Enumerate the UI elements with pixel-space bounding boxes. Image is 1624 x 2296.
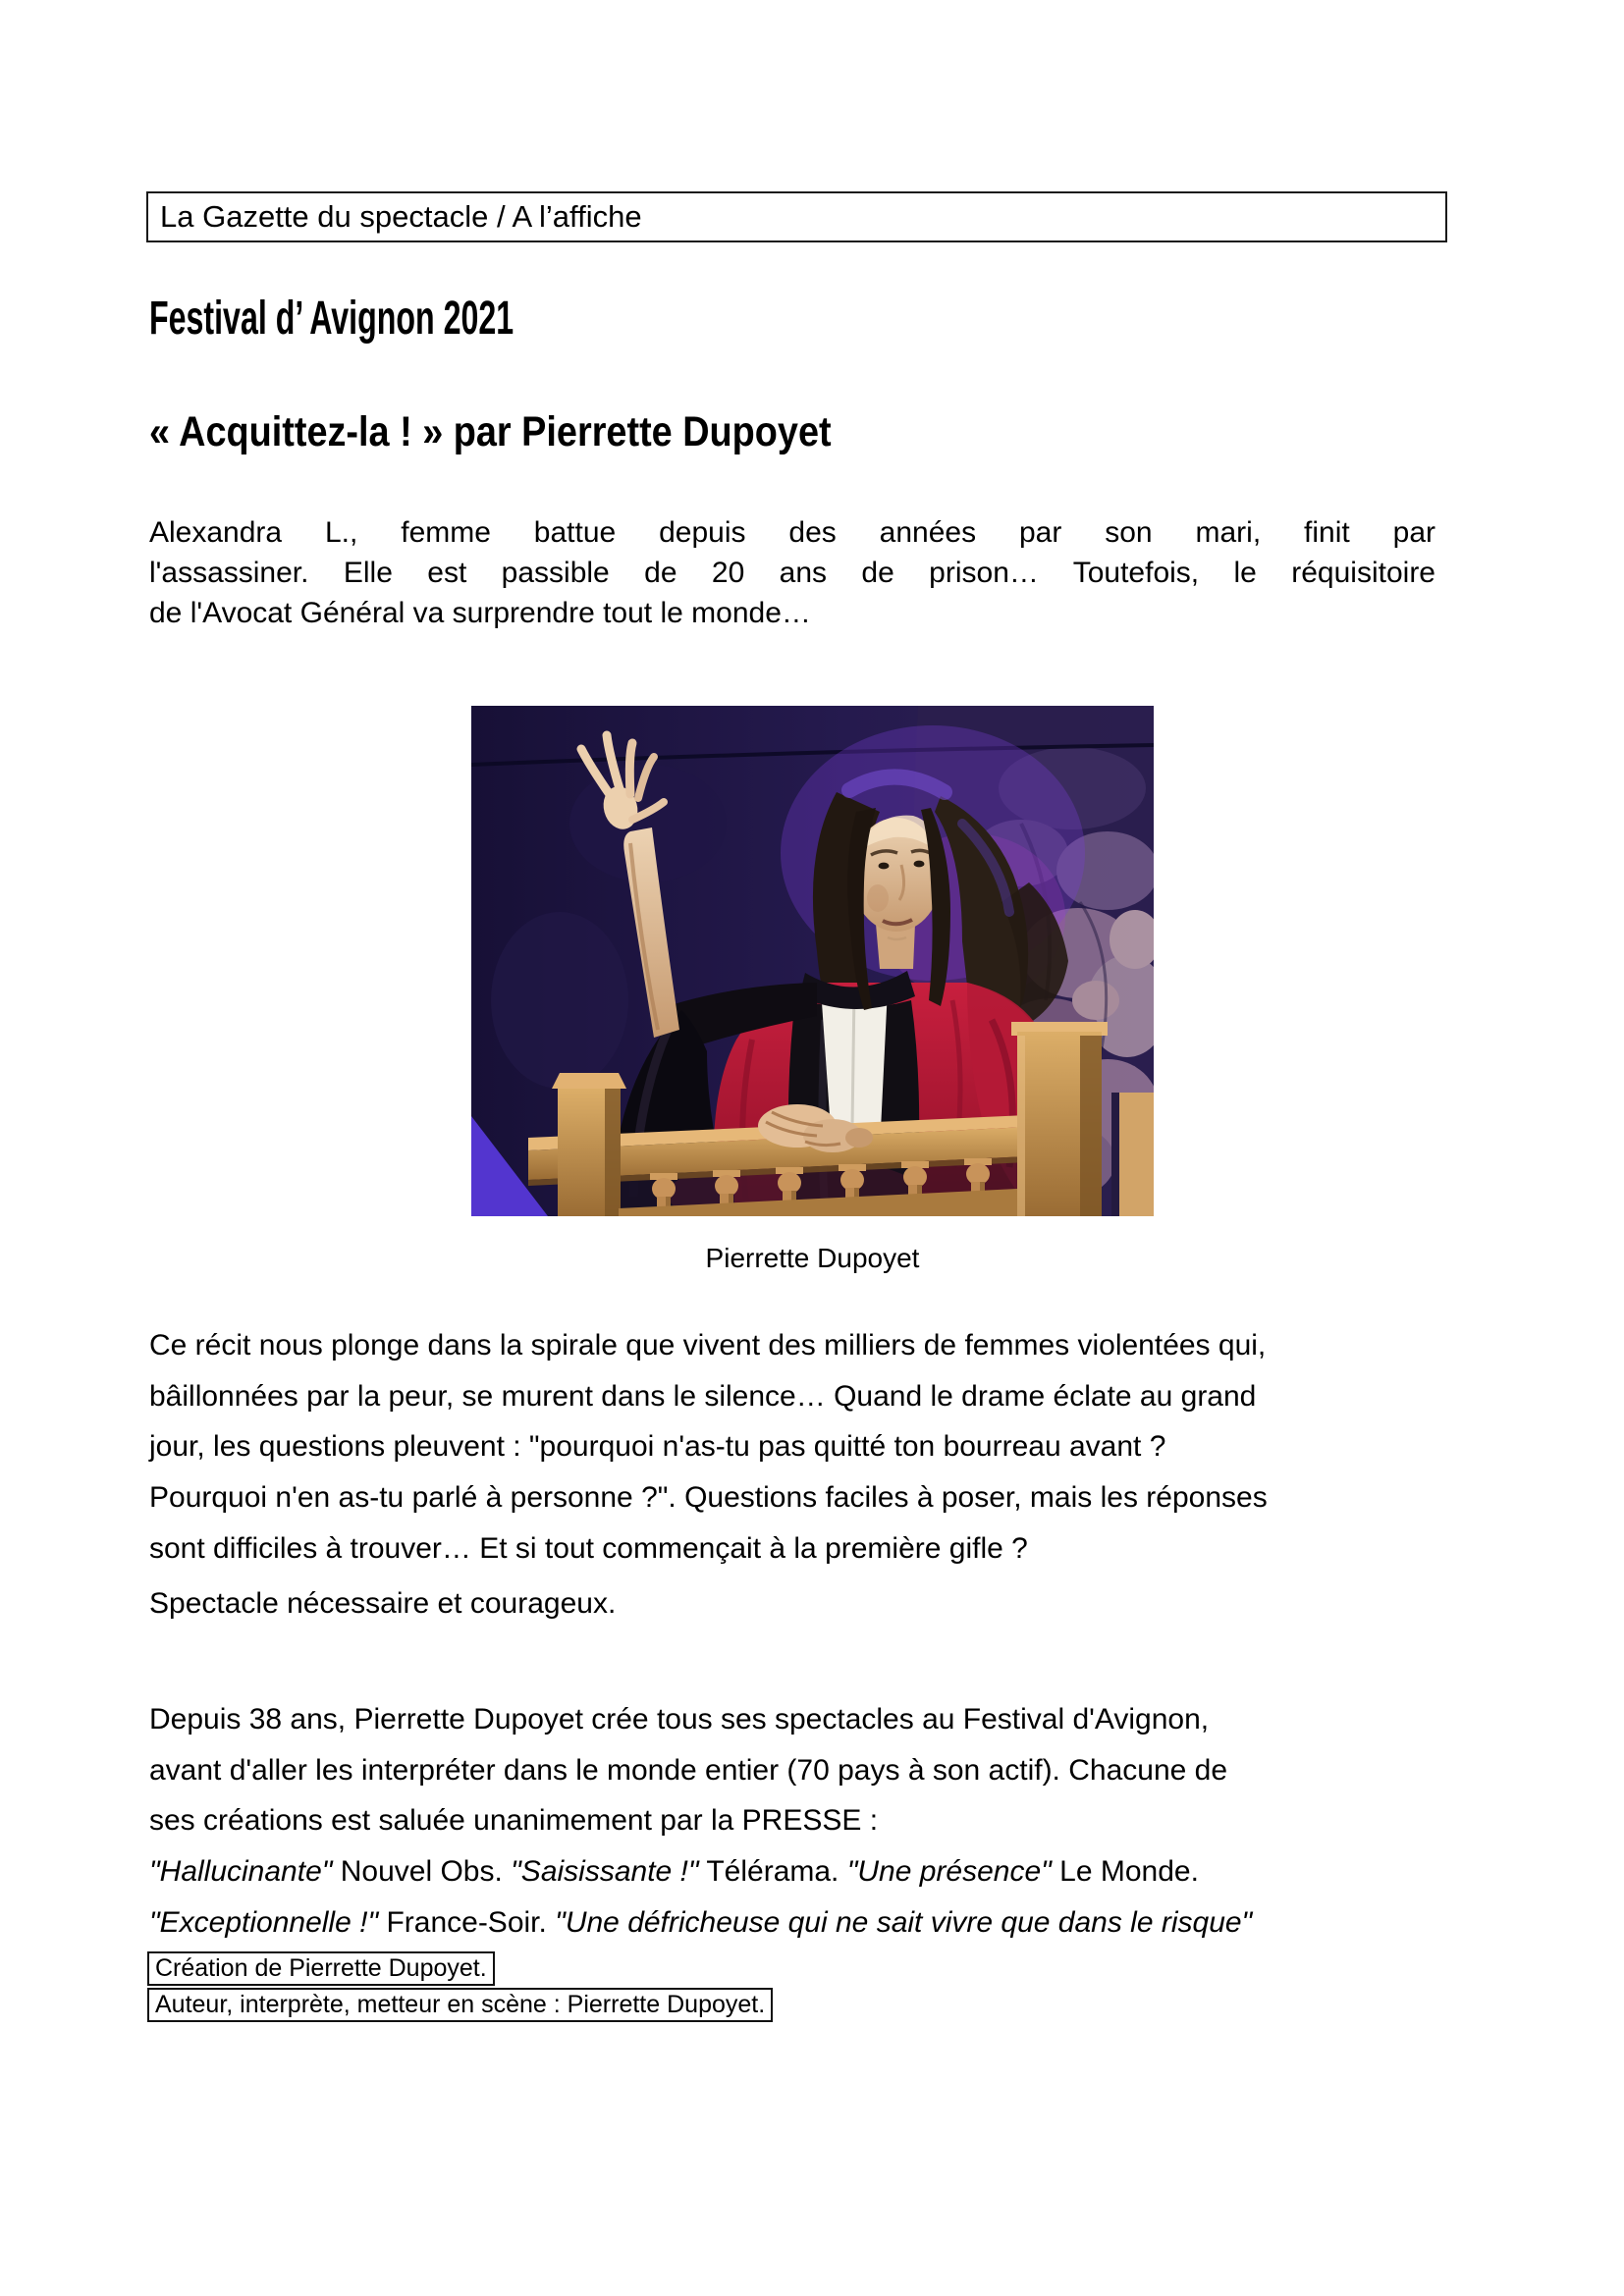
photo-caption: Pierrette Dupoyet [705, 1243, 920, 1273]
intro-line: l'assassiner. Elle est passible de 20 ans de prison… Toutefois, le réquisitoire [149, 557, 1435, 589]
story-line: jour, les questions pleuvent : "pourquoi n'as-tu pas quitté ton bourreau avant ? [149, 1430, 1166, 1464]
show-title: « Acquittez-la ! » par Pierrette Dupoyet [149, 408, 832, 455]
credit-box-author: Auteur, interprète, metteur en scène : Pierrette Dupoyet. [147, 1988, 773, 2022]
story-line: Pourquoi n'en as-tu parlé à personne ?". Questions faciles à poser, mais les réponses [149, 1481, 1268, 1515]
story-line: sont difficiles à trouver… Et si tout commençait à la première gifle ? [149, 1531, 1028, 1565]
performance-photo-illustration [471, 706, 1154, 1216]
story-line: bâillonnées par la peur, se murent dans le silence… Quand le drame éclate au grand [149, 1379, 1257, 1413]
press-quote: "Saisissante !" [511, 1855, 699, 1889]
press-quote: "Une défricheuse qui ne sait vivre que dans le risque" [555, 1905, 1253, 1939]
performance-photo [471, 706, 1154, 1216]
story-line: Ce récit nous plonge dans la spirale que vivent des milliers de femmes violentées qui, [149, 1329, 1267, 1362]
credit-box-creation: Création de Pierrette Dupoyet. [147, 1951, 495, 1986]
press-line: ses créations est saluée unanimement par la PRESSE : [149, 1804, 879, 1838]
press-quote: "Hallucinante" [149, 1855, 333, 1889]
intro-paragraph [149, 512, 1435, 633]
press-quote: "Une présence" [846, 1855, 1052, 1889]
press-paragraph [149, 1694, 1524, 1949]
press-quote-line [149, 1846, 1524, 1897]
credits-block [147, 1951, 773, 2024]
press-line: avant d'aller les interpréter dans le monde entier (70 pays à son actif). Chacune de [149, 1753, 1228, 1787]
story-paragraph [149, 1320, 1485, 1575]
press-line: Depuis 38 ans, Pierrette Dupoyet crée tous ses spectacles au Festival d'Avignon, [149, 1703, 1210, 1735]
page-title: Festival d’ Avignon 2021 [149, 293, 514, 345]
press-source: France-Soir. [378, 1905, 556, 1939]
press-quote: "Exceptionnelle !" [149, 1905, 379, 1939]
statement-line: Spectacle nécessaire et courageux. [149, 1587, 617, 1620]
press-source: Télérama. [698, 1855, 847, 1889]
press-source: Le Monde. [1051, 1855, 1199, 1889]
masthead-text: La Gazette du spectacle / A l’affiche [160, 199, 642, 234]
intro-line: Alexandra L., femme battue depuis des années par son mari, finit par [149, 516, 1435, 549]
masthead-box [146, 191, 1447, 242]
press-source: Nouvel Obs. [332, 1855, 512, 1889]
press-quote-line [149, 1897, 1524, 1949]
intro-line: de l'Avocat Général va surprendre tout le monde… [149, 597, 811, 629]
